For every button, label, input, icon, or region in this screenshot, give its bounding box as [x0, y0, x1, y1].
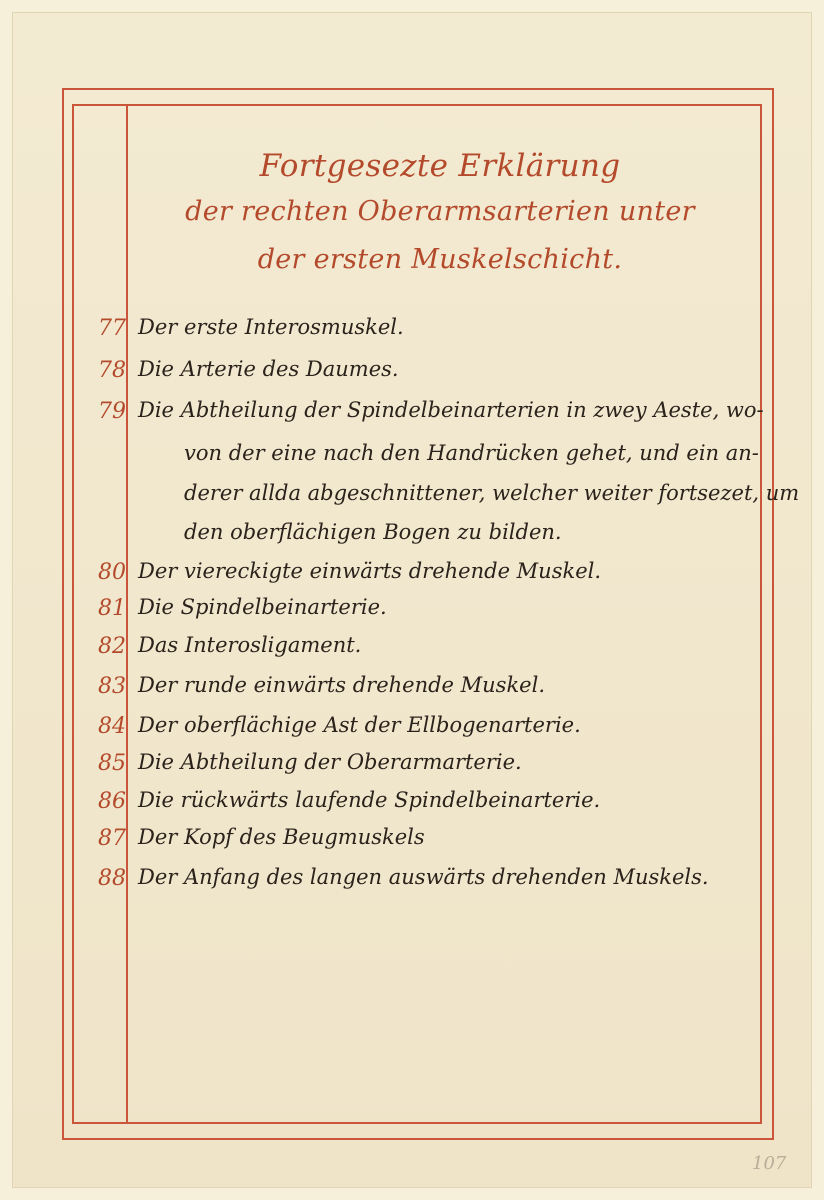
entry-text-continuation: den oberflächigen Bogen zu bilden.	[184, 520, 562, 544]
entry-text: Der Kopf des Beugmuskels	[138, 825, 425, 849]
title-line-1: Fortgesezte Erklärung	[259, 148, 621, 184]
entry-text: Der runde einwärts drehende Muskel.	[138, 673, 545, 697]
entry-text-continuation: derer allda abgeschnittener, welcher weiter fortsezet, um	[184, 481, 800, 505]
entry-number: 80	[98, 560, 126, 585]
entry-text: Die Abtheilung der Oberarmarterie.	[138, 750, 522, 774]
entry-text: Die Spindelbeinarterie.	[138, 595, 387, 619]
entry-text: Das Interosligament.	[138, 633, 362, 657]
entry-text: Der erste Interosmuskel.	[138, 315, 404, 339]
entry-number: 87	[98, 826, 126, 851]
entry-text: Die Arterie des Daumes.	[138, 357, 399, 381]
entry-text: Der Anfang des langen auswärts drehenden Muskels.	[138, 865, 709, 889]
entry-number: 86	[98, 789, 126, 814]
entry-number: 85	[98, 751, 126, 776]
entry-number: 84	[98, 714, 126, 739]
entry-number: 88	[98, 866, 126, 891]
entry-text: Die Abtheilung der Spindelbeinarterien in zwey Aeste, wo-	[138, 398, 764, 422]
number-column-rule	[126, 104, 128, 1124]
entry-text: Die rückwärts laufende Spindelbeinarterie.	[138, 788, 601, 812]
pencil-folio-number: 107	[752, 1153, 787, 1174]
entry-number: 83	[98, 674, 126, 699]
entry-text-continuation: von der eine nach den Handrücken gehet, und ein an-	[184, 441, 759, 465]
entry-text: Der oberflächige Ast der Ellbogenarterie.	[138, 713, 581, 737]
entry-number: 81	[98, 596, 126, 621]
entry-number: 78	[98, 358, 126, 383]
title-line-2: der rechten Oberarmsarterien unter	[185, 196, 695, 227]
entry-text: Der viereckigte einwärts drehende Muskel.	[138, 559, 602, 583]
entry-number: 77	[98, 316, 126, 341]
entry-number: 82	[98, 634, 126, 659]
title-line-3: der ersten Muskelschicht.	[257, 244, 623, 275]
entry-number: 79	[98, 399, 126, 424]
